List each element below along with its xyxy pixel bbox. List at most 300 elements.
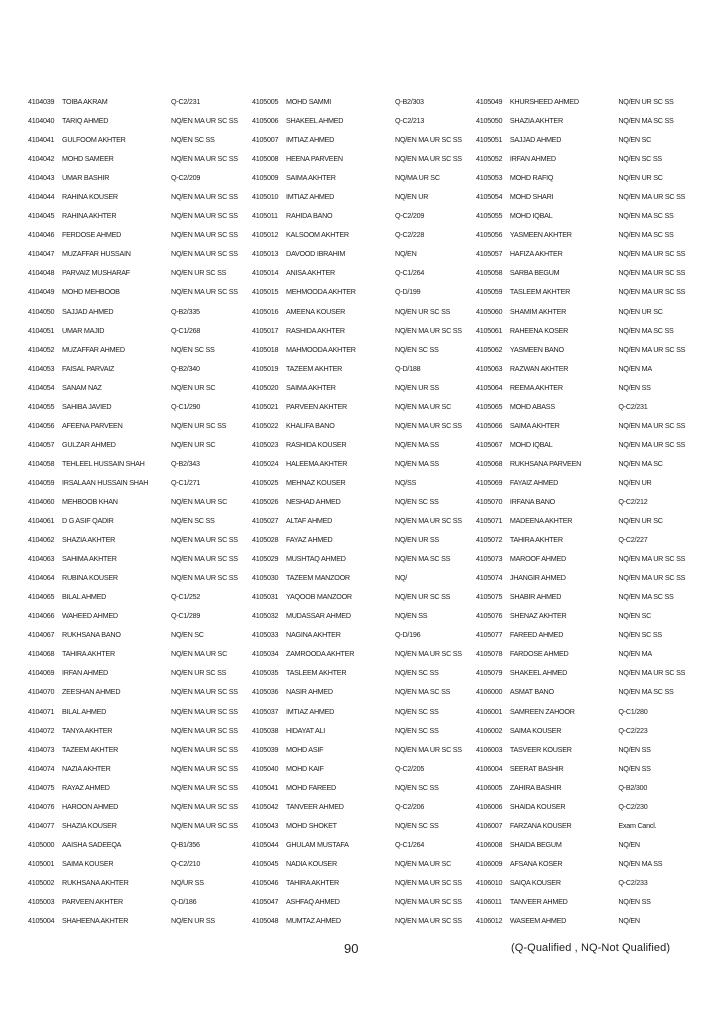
result-status: NQ/EN MA <box>618 649 652 659</box>
roll-number: 4105061 <box>476 325 503 335</box>
roll-number: 4105043 <box>252 820 279 830</box>
result-row <box>252 340 476 359</box>
candidate-name: IRFAN AHMED <box>509 154 556 164</box>
roll-number: 4106003 <box>476 744 503 754</box>
result-row <box>476 149 696 168</box>
result-status: Q-D/199 <box>395 287 421 297</box>
candidate-name: SAMREEN ZAHOOR <box>509 706 575 716</box>
page-number: 90 <box>344 941 359 956</box>
candidate-name: ASMAT BANO <box>509 687 554 697</box>
result-row <box>28 740 252 759</box>
result-status: NQ/EN MA UR SC <box>395 858 452 868</box>
roll-number: 4105036 <box>252 687 279 697</box>
candidate-name: TARIQ AHMED <box>62 116 109 126</box>
candidate-name: HEENA PARVEEN <box>286 154 343 164</box>
roll-number: 4105078 <box>476 649 503 659</box>
result-row <box>252 568 476 587</box>
roll-number: 4105031 <box>252 592 279 602</box>
candidate-name: YASMEEN BANO <box>509 344 564 354</box>
roll-number: 4105076 <box>476 611 503 621</box>
roll-number: 4105047 <box>252 896 279 906</box>
result-row <box>252 282 476 301</box>
roll-number: 4104061 <box>28 516 55 526</box>
result-row <box>252 511 476 530</box>
roll-number: 4105068 <box>476 458 503 468</box>
result-status: NQ/EN SC <box>618 611 652 621</box>
roll-number: 4105041 <box>252 782 279 792</box>
result-status: NQ/EN MA UR SC SS <box>618 287 686 297</box>
roll-number: 4104040 <box>28 116 55 126</box>
roll-number: 4105063 <box>476 363 503 373</box>
result-row <box>476 835 696 854</box>
result-row <box>252 435 476 454</box>
result-status: Q-C2/212 <box>618 497 648 506</box>
roll-number: 4105042 <box>252 801 279 811</box>
roll-number: 4104063 <box>28 554 55 564</box>
result-status: Q-C2/228 <box>395 230 425 240</box>
result-status: NQ/EN <box>618 916 640 926</box>
result-row <box>476 244 696 263</box>
result-status: Q-B2/335 <box>171 306 200 316</box>
result-row <box>28 702 252 721</box>
result-status: NQ/EN SS <box>618 896 651 906</box>
result-status: NQ/EN UR SC <box>618 306 663 316</box>
candidate-name: HALEEMA AKHTER <box>286 458 348 468</box>
candidate-name: MOHD RAFIQ <box>509 173 554 183</box>
result-status: NQ/ <box>395 573 408 583</box>
candidate-name: TASVEER KOUSER <box>509 744 572 754</box>
result-row <box>28 778 252 797</box>
result-row <box>476 911 696 930</box>
result-status: NQ/EN MA SC SS <box>618 116 674 126</box>
roll-number: 4105073 <box>476 554 503 564</box>
candidate-name: SHAIDA KOUSER <box>509 801 566 811</box>
roll-number: 4105004 <box>28 916 55 926</box>
result-row <box>28 911 252 930</box>
result-status: Q-C2/209 <box>395 211 425 221</box>
candidate-name: RAHINA KOUSER <box>62 192 118 202</box>
result-status: Q-B1/356 <box>171 839 200 849</box>
result-status: NQ/EN MA UR SC SS <box>395 325 462 335</box>
result-row <box>476 92 696 111</box>
result-row <box>252 702 476 721</box>
candidate-name: RAZWAN AKHTER <box>509 363 569 373</box>
result-row <box>476 530 696 549</box>
result-row <box>252 587 476 606</box>
candidate-name: MADEENA AKHTER <box>509 516 573 526</box>
result-row <box>252 378 476 397</box>
result-row <box>28 759 252 778</box>
roll-number: 4105007 <box>252 135 279 145</box>
result-status: NQ/EN UR SC <box>618 516 663 526</box>
roll-number: 4104043 <box>28 173 55 183</box>
candidate-name: TAHIRA AKHTER <box>509 535 563 545</box>
result-status: NQ/EN SS <box>618 763 651 773</box>
result-row <box>252 492 476 511</box>
candidate-name: SHAKEEL AHMED <box>509 668 568 678</box>
candidate-name: TAZEEM AKHTER <box>62 744 119 754</box>
roll-number: 4104045 <box>28 211 55 221</box>
candidate-name: MOHD SHOKET <box>286 820 337 830</box>
roll-number: 4104046 <box>28 230 55 240</box>
candidate-name: NASIR AHMED <box>286 687 333 697</box>
result-row <box>252 663 476 682</box>
result-status: NQ/EN UR SC SS <box>618 97 674 107</box>
result-status: NQ/EN SC SS <box>618 154 662 164</box>
roll-number: 4104049 <box>28 287 55 297</box>
roll-number: 4104077 <box>28 820 55 830</box>
candidate-name: GULFOOM AKHTER <box>62 135 126 145</box>
roll-number: 4104069 <box>28 668 55 678</box>
result-row <box>476 206 696 225</box>
result-status: NQ/EN MA UR SC SS <box>395 916 462 926</box>
candidate-name: IRFANA BANO <box>509 497 556 506</box>
result-row <box>28 435 252 454</box>
result-status: Q-C1/290 <box>171 401 201 411</box>
roll-number: 4105062 <box>476 344 503 354</box>
candidate-name: MUDASSAR AHMED <box>286 611 351 621</box>
result-row <box>252 682 476 701</box>
result-row <box>252 892 476 911</box>
candidate-name: MOHD MEHBOOB <box>62 287 120 297</box>
candidate-name: TOIBA AKRAM <box>62 97 108 107</box>
result-row <box>252 911 476 930</box>
result-status: NQ/EN MA UR SC SS <box>171 116 238 126</box>
result-row <box>476 416 696 435</box>
result-row <box>252 473 476 492</box>
result-row <box>252 549 476 568</box>
roll-number: 4106011 <box>476 896 502 906</box>
candidate-name: FAYAZ AHMED <box>286 535 333 545</box>
candidate-name: NESHAD AHMED <box>286 497 341 506</box>
result-row <box>476 435 696 454</box>
roll-number: 4104054 <box>28 382 55 392</box>
result-status: Q-C2/230 <box>618 801 648 811</box>
roll-number: 4105025 <box>252 477 279 487</box>
result-status: Q-C2/209 <box>171 173 201 183</box>
result-status: NQ/EN UR SS <box>395 535 439 545</box>
roll-number: 4105066 <box>476 420 503 430</box>
result-status: NQ/EN UR <box>395 192 429 202</box>
result-row <box>252 92 476 111</box>
result-row <box>476 625 696 644</box>
result-row <box>28 530 252 549</box>
result-status: Q-D/196 <box>395 630 421 640</box>
result-status: Q-C2/231 <box>171 97 201 107</box>
result-status: Q-B2/300 <box>618 782 648 792</box>
result-status: Q-C2/206 <box>395 801 425 811</box>
roll-number: 4104071 <box>28 706 55 716</box>
roll-number: 4105070 <box>476 497 503 506</box>
results-sheet <box>28 92 696 930</box>
roll-number: 4106006 <box>476 801 503 811</box>
roll-number: 4105021 <box>252 401 279 411</box>
result-status: NQ/EN MA SC SS <box>395 554 451 564</box>
result-row <box>28 263 252 282</box>
roll-number: 4105019 <box>252 363 279 373</box>
result-status: NQ/EN SS <box>618 382 651 392</box>
result-row <box>28 111 252 130</box>
candidate-name: RUBINA KOUSER <box>62 573 118 583</box>
result-row <box>252 740 476 759</box>
result-status: NQ/EN MA UR SC SS <box>171 249 238 259</box>
candidate-name: IRFAN AHMED <box>62 668 108 678</box>
candidate-name: ASHFAQ AHMED <box>286 896 340 906</box>
result-status: NQ/EN MA UR SC SS <box>618 268 686 278</box>
candidate-name: SHAZIA KOUSER <box>62 820 117 830</box>
roll-number: 4104075 <box>28 782 55 792</box>
candidate-name: NAGINA AKHTER <box>286 630 341 640</box>
result-row <box>252 244 476 263</box>
result-status: Q-C2/233 <box>618 877 648 887</box>
candidate-name: RAHIDA BANO <box>286 211 333 221</box>
result-status: NQ/EN MA UR SC SS <box>171 706 238 716</box>
candidate-name: MOHD IQBAL <box>509 439 553 449</box>
candidate-name: YAQOOB MANZOOR <box>286 592 352 602</box>
candidate-name: MUSHTAQ AHMED <box>286 554 346 564</box>
candidate-name: SAJJAD AHMED <box>62 306 114 316</box>
result-status: NQ/EN UR SC <box>171 439 216 449</box>
candidate-name: MEHMOODA AKHTER <box>286 287 356 297</box>
result-row <box>476 778 696 797</box>
candidate-name: AMEENA KOUSER <box>286 306 346 316</box>
candidate-name: BILAL AHMED <box>62 706 107 716</box>
roll-number: 4105013 <box>252 249 279 259</box>
result-row <box>252 816 476 835</box>
candidate-name: MAHMOODA AKHTER <box>286 344 356 354</box>
result-status: NQ/EN MA UR SC SS <box>395 649 462 659</box>
result-status: NQ/EN SC SS <box>618 630 662 640</box>
result-row <box>28 282 252 301</box>
candidate-name: SHAIDA BEGUM <box>509 839 562 849</box>
result-status: NQ/EN SC SS <box>395 820 439 830</box>
roll-number: 4104059 <box>28 477 55 487</box>
result-status: Q-C2/210 <box>171 858 201 868</box>
candidate-name: DAVOOD IBRAHIM <box>286 249 346 259</box>
candidate-name: MEHBOOB KHAN <box>62 497 118 506</box>
result-status: Q-C2/213 <box>395 116 425 126</box>
result-status: NQ/EN UR SS <box>395 382 439 392</box>
candidate-name: ZEESHAN AHMED <box>62 687 121 697</box>
result-row <box>252 263 476 282</box>
result-row <box>252 797 476 816</box>
result-row <box>476 168 696 187</box>
result-status: NQ/EN MA SS <box>395 439 439 449</box>
roll-number: 4105075 <box>476 592 503 602</box>
result-row <box>28 359 252 378</box>
candidate-name: AAISHA SADEEQA <box>62 839 122 849</box>
result-status: NQ/EN MA UR SC <box>171 497 228 506</box>
result-status: NQ/EN MA UR SC SS <box>395 877 462 887</box>
candidate-name: SAIMA KOUSER <box>509 725 562 735</box>
roll-number: 4105045 <box>252 858 279 868</box>
result-status: NQ/EN MA SC SS <box>618 211 674 221</box>
result-status: Q-B2/303 <box>395 97 424 107</box>
result-status: NQ/EN UR <box>618 477 652 487</box>
result-row <box>252 130 476 149</box>
result-row <box>252 302 476 321</box>
candidate-name: FAYAIZ AHMED <box>509 477 559 487</box>
candidate-name: TAHIRA AKHTER <box>286 877 339 887</box>
result-row <box>28 206 252 225</box>
result-row <box>476 397 696 416</box>
result-status: NQ/EN MA SS <box>618 858 663 868</box>
candidate-name: RASHIDA AKHTER <box>286 325 345 335</box>
result-row <box>252 149 476 168</box>
result-status: Q-C2/231 <box>618 401 648 411</box>
roll-number: 4105046 <box>252 877 279 887</box>
result-row <box>476 130 696 149</box>
result-row <box>28 321 252 340</box>
result-status: NQ/EN MA UR SC SS <box>618 420 686 430</box>
roll-number: 4105065 <box>476 401 503 411</box>
result-row <box>476 511 696 530</box>
result-status: NQ/EN MA UR SC SS <box>171 573 238 583</box>
result-row <box>476 797 696 816</box>
result-status: NQ/EN MA UR SC SS <box>171 820 238 830</box>
roll-number: 4104068 <box>28 649 55 659</box>
roll-number: 4105069 <box>476 477 503 487</box>
result-status: NQ/EN MA UR SC SS <box>171 287 238 297</box>
result-status: Q-C2/223 <box>618 725 648 735</box>
result-row <box>28 549 252 568</box>
result-status: Q-D/188 <box>395 363 421 373</box>
result-row <box>476 587 696 606</box>
result-row <box>476 340 696 359</box>
result-status: NQ/EN MA UR SC SS <box>395 896 462 906</box>
candidate-name: PARVEEN AKHTER <box>286 401 347 411</box>
roll-number: 4105071 <box>476 516 503 526</box>
result-row <box>28 682 252 701</box>
result-row <box>252 759 476 778</box>
roll-number: 4105005 <box>252 97 279 107</box>
roll-number: 4105040 <box>252 763 279 773</box>
candidate-name: SHABIR AHMED <box>509 592 562 602</box>
result-row <box>28 378 252 397</box>
roll-number: 4105010 <box>252 192 279 202</box>
candidate-name: MOHD SHARI <box>509 192 554 202</box>
candidate-name: SHENAZ AKHTER <box>509 611 567 621</box>
result-row <box>252 225 476 244</box>
result-row <box>28 663 252 682</box>
roll-number: 4105014 <box>252 268 279 278</box>
roll-number: 4105001 <box>28 858 55 868</box>
roll-number: 4106008 <box>476 839 503 849</box>
roll-number: 4106012 <box>476 916 503 926</box>
candidate-name: ZAMROODA AKHTER <box>286 649 355 659</box>
result-row <box>476 378 696 397</box>
candidate-name: TAZEEM MANZOOR <box>286 573 350 583</box>
result-status: NQ/EN UR SC SS <box>395 306 451 316</box>
results-columns <box>28 92 696 930</box>
candidate-name: TANVEER AHMED <box>509 896 568 906</box>
result-status: NQ/EN SS <box>618 744 651 754</box>
roll-number: 4105033 <box>252 630 279 640</box>
candidate-name: ANISA AKHTER <box>286 268 335 278</box>
candidate-name: ALTAF AHMED <box>286 516 333 526</box>
result-status: NQ/EN UR SS <box>171 916 215 926</box>
roll-number: 4104062 <box>28 535 55 545</box>
result-status: NQ/EN UR SC SS <box>171 668 227 678</box>
roll-number: 4105052 <box>476 154 503 164</box>
result-status: NQ/EN UR SC SS <box>171 268 227 278</box>
candidate-name: TANYA AKHTER <box>62 725 113 735</box>
roll-number: 4105067 <box>476 439 503 449</box>
candidate-name: FERDOSE AHMED <box>62 230 122 240</box>
roll-number: 4105050 <box>476 116 503 126</box>
result-row <box>252 206 476 225</box>
roll-number: 4105018 <box>252 344 279 354</box>
candidate-name: MUMTAZ AHMED <box>286 916 341 926</box>
candidate-name: BILAL AHMED <box>62 592 107 602</box>
candidate-name: NADIA KOUSER <box>286 858 337 868</box>
result-status: NQ/EN MA UR SC SS <box>171 554 238 564</box>
page-footer <box>0 941 724 961</box>
candidate-name: KHURSHEED AHMED <box>509 97 579 107</box>
result-row <box>28 244 252 263</box>
result-row <box>476 682 696 701</box>
candidate-name: KALSOOM AKHTER <box>286 230 349 240</box>
result-row <box>252 187 476 206</box>
roll-number: 4104055 <box>28 401 55 411</box>
result-status: NQ/EN SC SS <box>395 497 439 506</box>
result-row <box>28 130 252 149</box>
result-status: NQ/EN MA UR SC SS <box>171 801 238 811</box>
result-status: NQ/EN MA UR SC SS <box>618 668 686 678</box>
result-status: NQ/EN MA UR SC <box>395 401 452 411</box>
candidate-name: TAZEEM AKHTER <box>286 363 343 373</box>
candidate-name: SAHIBA JAVIED <box>62 401 112 411</box>
result-status: NQ/EN MA UR SC SS <box>618 344 686 354</box>
roll-number: 4104058 <box>28 458 55 468</box>
result-status: NQ/EN SC SS <box>171 344 215 354</box>
result-status: Q-C1/289 <box>171 611 201 621</box>
roll-number: 4105072 <box>476 535 503 545</box>
candidate-name: RAHEENA KOSER <box>509 325 569 335</box>
result-status: Q-C1/264 <box>395 839 425 849</box>
result-row <box>476 549 696 568</box>
result-status: NQ/EN MA UR SC SS <box>171 192 238 202</box>
result-status: NQ/EN <box>618 839 640 849</box>
result-status: NQ/EN MA UR SC SS <box>171 230 238 240</box>
candidate-name: MOHD ASIF <box>286 744 324 754</box>
roll-number: 4105027 <box>252 516 279 526</box>
result-row <box>28 854 252 873</box>
candidate-name: RUKHSANA BANO <box>62 630 121 640</box>
result-status: NQ/EN MA UR SC SS <box>171 782 238 792</box>
roll-number: 4105015 <box>252 287 279 297</box>
result-row <box>476 492 696 511</box>
roll-number: 4105058 <box>476 268 503 278</box>
result-status: NQ/EN SC SS <box>395 782 439 792</box>
candidate-name: RAHINA AKHTER <box>62 211 117 221</box>
candidate-name: WASEEM AHMED <box>509 916 567 926</box>
roll-number: 4105022 <box>252 420 279 430</box>
roll-number: 4105039 <box>252 744 279 754</box>
result-status: NQ/EN MA UR SC SS <box>171 744 238 754</box>
legend-note: (Q-Qualified , NQ-Not Qualified) <box>511 942 671 954</box>
roll-number: 4104073 <box>28 744 55 754</box>
candidate-name: TASLEEM AKHTER <box>509 287 571 297</box>
roll-number: 4104066 <box>28 611 55 621</box>
roll-number: 4105029 <box>252 554 279 564</box>
result-status: NQ/EN MA UR SC SS <box>171 725 238 735</box>
roll-number: 4105060 <box>476 306 503 316</box>
result-row <box>252 454 476 473</box>
result-row <box>252 721 476 740</box>
result-row <box>476 111 696 130</box>
result-status: NQ/UR SS <box>171 877 204 887</box>
